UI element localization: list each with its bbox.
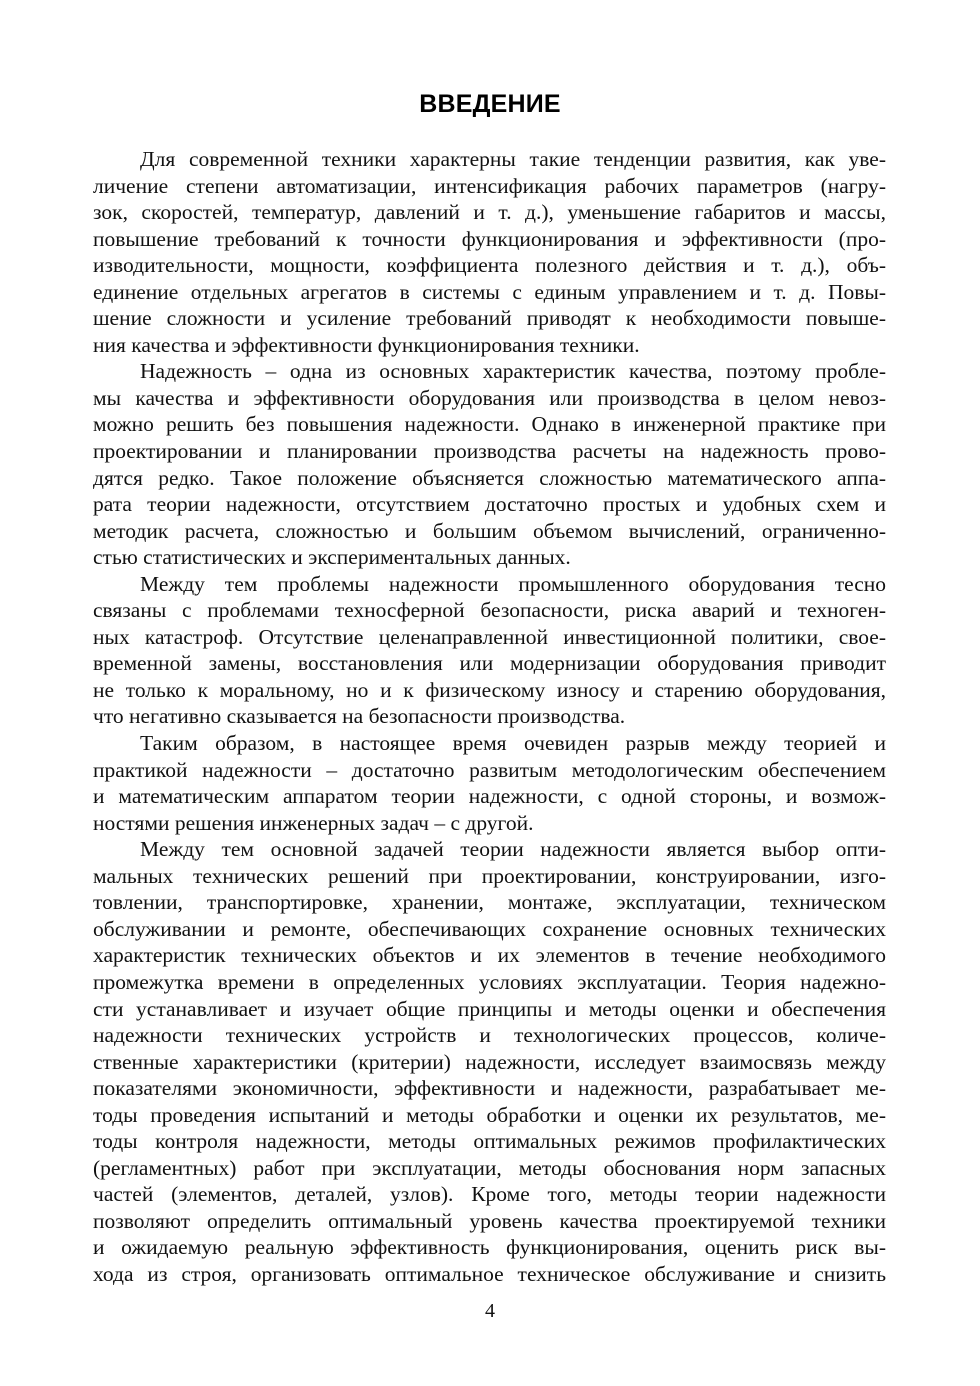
text-line: личение степени автоматизации, интенсификация рабочих параметров (нагру- bbox=[93, 173, 886, 198]
text-line: мальных технических решений при проектировании, конструировании, изго- bbox=[93, 863, 886, 888]
text-line: позволяют определить оптимальный уровень качества проектируемой техники bbox=[93, 1208, 886, 1233]
text-line: ностями решения инженерных задач – с другой. bbox=[93, 810, 534, 835]
text-line: Между тем основной задачей теории надежности является выбор опти- bbox=[140, 837, 886, 862]
paragraph bbox=[93, 358, 886, 570]
text-line: связаны с проблемами техносферной безопасности, риска аварий и техноген- bbox=[93, 598, 886, 623]
page-number: 4 bbox=[485, 1300, 495, 1322]
paragraph bbox=[93, 146, 886, 358]
text-line: временной замены, восстановления или модернизации оборудования приводит bbox=[93, 651, 886, 676]
body-text bbox=[93, 146, 886, 1288]
text-line: хода из строя, организовать оптимальное техническое обслуживание и снизить bbox=[93, 1261, 886, 1286]
paragraph bbox=[93, 571, 886, 730]
text-line: товлении, транспортировке, хранении, монтаже, эксплуатации, техническом bbox=[93, 890, 886, 915]
text-line: что негативно сказывается на безопасности производства. bbox=[93, 704, 626, 729]
text-line: Таким образом, в настоящее время очевиден разрыв между теорией и bbox=[140, 731, 886, 756]
text-line: проектировании и планировании производства расчеты на надежность прово- bbox=[93, 439, 886, 464]
text-line: тоды проведения испытаний и методы обработки и оценки их результатов, ме- bbox=[93, 1102, 886, 1127]
text-line: ных катастроф. Отсутствие целенаправленной инвестиционной политики, свое- bbox=[93, 624, 886, 649]
text-line: повышение требований к точности функционирования и эффективности (про- bbox=[93, 226, 886, 251]
text-line: промежутка времени в определенных условиях эксплуатации. Теория надежно- bbox=[93, 969, 886, 994]
text-line: ственные характеристики (критерии) надежности, исследует взаимосвязь между bbox=[93, 1049, 886, 1074]
text-line: Между тем проблемы надежности промышленного оборудования тесно bbox=[140, 571, 886, 596]
text-line: характеристик технических объектов и их элементов в течение необходимого bbox=[93, 943, 886, 968]
text-line: Для современной техники характерны такие тенденции развития, как уве- bbox=[140, 147, 886, 171]
text-line: рата теории надежности, отсутствием достаточно простых и удобных схем и bbox=[93, 492, 886, 517]
text-line: практикой надежности – достаточно развитым методологическим обеспечением bbox=[93, 757, 886, 782]
text-line: зок, скоростей, температур, давлений и т. д.), уменьшение габаритов и массы, bbox=[93, 200, 886, 225]
paragraph bbox=[93, 730, 886, 836]
text-line: шение сложности и усиление требований приводят к необходимости повыше- bbox=[93, 306, 886, 331]
page-title: ВВЕДЕНИЕ bbox=[419, 90, 561, 118]
text-line: сти устанавливает и изучает общие принципы и методы оценки и обеспечения bbox=[93, 996, 886, 1021]
text-line: обслуживании и ремонте, обеспечивающих сохранение основных технических bbox=[93, 916, 886, 941]
text-line: и математическим аппаратом теории надежности, с одной стороны, и возмож- bbox=[93, 784, 886, 809]
text-line: Надежность – одна из основных характеристик качества, поэтому пробле- bbox=[140, 359, 886, 384]
text-line: тоды контроля надежности, методы оптимальных режимов профилактических bbox=[93, 1129, 886, 1154]
text-line: единение отдельных агрегатов в системы с единым управлением и т. д. Повы- bbox=[93, 279, 886, 304]
text-line: и ожидаемую реальную эффективность функционирования, оценить риск вы- bbox=[93, 1235, 886, 1260]
text-line: дятся редко. Такое положение объясняется сложностью математического аппа- bbox=[93, 465, 886, 490]
text-line: надежности технических устройств и технологических процессов, количе- bbox=[93, 1023, 886, 1048]
text-line: мы качества и эффективности оборудования или производства в целом невоз- bbox=[93, 385, 886, 410]
paragraph bbox=[93, 836, 886, 1287]
text-line: частей (элементов, деталей, узлов). Кроме того, методы теории надежности bbox=[93, 1182, 886, 1207]
text-line: методик расчета, сложностью и большим объемом вычислений, ограниченно- bbox=[93, 518, 886, 543]
text-line: не только к моральному, но и к физическому износу и старению оборудования, bbox=[93, 677, 886, 702]
text-line: (регламентных) работ при эксплуатации, методы обоснования норм запасных bbox=[93, 1155, 886, 1180]
text-line: изводительности, мощности, коэффициента полезного действия и т. д.), объ- bbox=[93, 253, 886, 278]
text-line: ния качества и эффективности функционирования техники. bbox=[93, 332, 640, 357]
text-line: показателями экономичности, эффективности и надежности, разрабатывает ме- bbox=[93, 1076, 886, 1101]
text-line: стью статистических и экспериментальных данных. bbox=[93, 545, 571, 570]
text-line: можно решить без повышения надежности. Однако в инженерной практике при bbox=[93, 412, 886, 437]
